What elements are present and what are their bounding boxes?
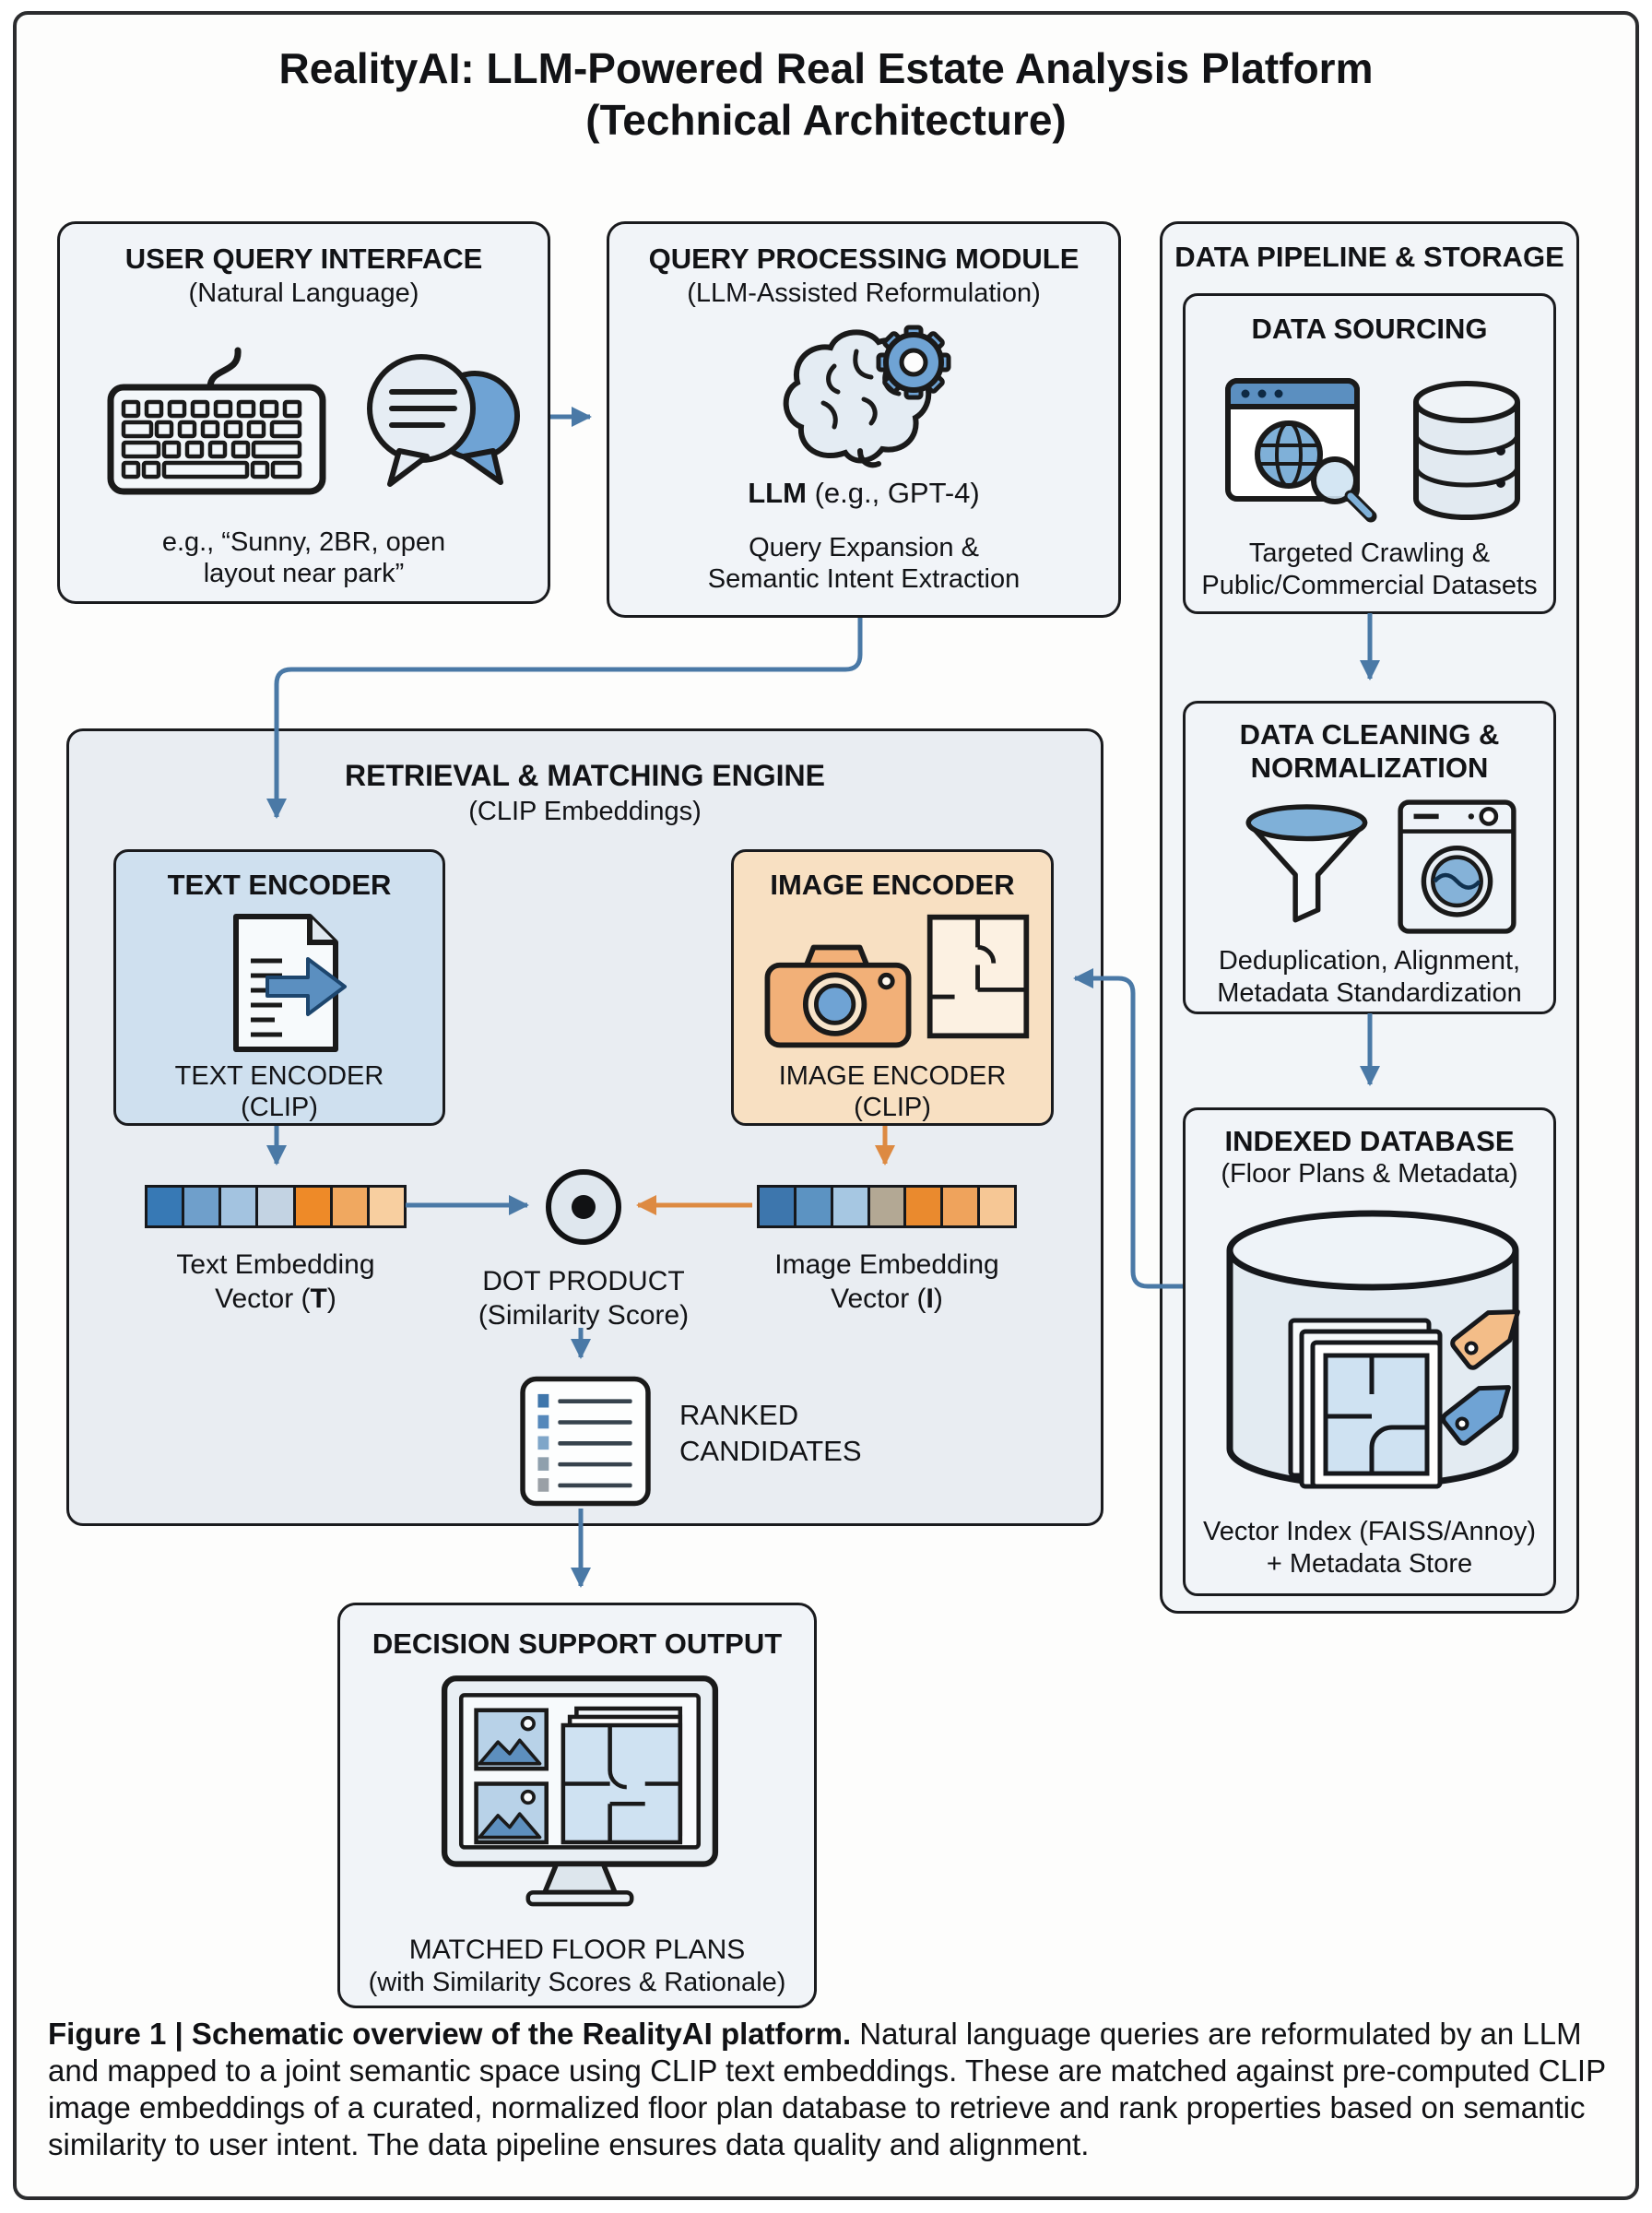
- qpm-desc-line1: Query Expansion &: [749, 533, 979, 562]
- brain-gear-icon: [768, 314, 966, 471]
- decision-desc-line1: MATCHED FLOOR PLANS: [408, 1935, 746, 1965]
- vector-cell: [148, 1188, 182, 1225]
- diagram-title-line2: (Technical Architecture): [585, 96, 1067, 144]
- text-embedding-label: [128, 1248, 423, 1316]
- vector-cell: [796, 1188, 831, 1225]
- user-query-example-line1: e.g., “Sunny, 2BR, open: [161, 527, 446, 557]
- cleaning-desc-line2: Metadata Standardization: [1217, 978, 1522, 1008]
- decision-output-title: DECISION SUPPORT OUTPUT: [372, 1627, 783, 1660]
- image-encoder-box: [731, 849, 1054, 1126]
- ranked-candidates-label: [679, 1397, 862, 1469]
- image-encoder-caption-line1: IMAGE ENCODER: [778, 1061, 1007, 1091]
- indexed-desc-line1: Vector Index (FAISS/Annoy): [1202, 1517, 1537, 1546]
- camera-icon: [760, 935, 916, 1055]
- data-pipeline-box: [1160, 221, 1579, 1614]
- user-query-box: [57, 221, 550, 604]
- llm-line: [609, 477, 1118, 510]
- figure-caption: [48, 2016, 1608, 2163]
- dot-product-label-line1: DOT PRODUCT: [482, 1266, 685, 1296]
- web-crawl-icon: [1221, 370, 1382, 527]
- decision-output-box: [337, 1603, 817, 2008]
- data-cleaning-title-line1: DATA CLEANING &: [1239, 718, 1500, 751]
- vector-cell: [221, 1188, 255, 1225]
- vector-cell: [296, 1188, 330, 1225]
- retrieval-subtitle: (CLIP Embeddings): [468, 797, 702, 826]
- vector-cell: [184, 1188, 218, 1225]
- vector-cell: [906, 1188, 940, 1225]
- vector-cell: [333, 1188, 367, 1225]
- keyboard-icon: [101, 339, 332, 501]
- retrieval-engine-box: [66, 728, 1103, 1526]
- vector-cell: [760, 1188, 794, 1225]
- sourcing-desc-line2: Public/Commercial Datasets: [1201, 571, 1538, 600]
- ranked-label-line2: CANDIDATES: [679, 1435, 862, 1467]
- qpm-desc-line2: Semantic Intent Extraction: [707, 564, 1021, 594]
- user-query-title: USER QUERY INTERFACE: [124, 243, 483, 275]
- ranked-candidates-icon: [515, 1374, 655, 1509]
- chat-bubbles-icon: [355, 342, 530, 499]
- vector-cell: [370, 1188, 404, 1225]
- indexed-database-box: [1183, 1107, 1556, 1596]
- diagram-title: [0, 42, 1652, 146]
- image-embedding-label-line2: Vector (I): [831, 1284, 943, 1314]
- text-encoder-caption-line1: TEXT ENCODER: [174, 1061, 384, 1091]
- vector-cell: [870, 1188, 904, 1225]
- indexed-database-subtitle: (Floor Plans & Metadata): [1221, 1159, 1518, 1189]
- query-processing-title: QUERY PROCESSING MODULE: [648, 243, 1080, 275]
- text-encoder-box: [113, 849, 445, 1126]
- indexed-database-title: INDEXED DATABASE: [1224, 1125, 1515, 1157]
- user-query-example-line2: layout near park”: [203, 559, 405, 588]
- vector-cell: [833, 1188, 867, 1225]
- data-cleaning-box: [1183, 701, 1556, 1014]
- dot-product-label: [427, 1264, 740, 1332]
- llm-detail: (e.g., GPT-4): [806, 477, 980, 509]
- data-sourcing-title: DATA SOURCING: [1251, 313, 1488, 345]
- database-cylinder-icon: [1213, 1202, 1531, 1507]
- document-arrow-icon: [210, 909, 362, 1057]
- sourcing-desc-line1: Targeted Crawling &: [1248, 538, 1491, 568]
- dot-product-label-line2: (Similarity Score): [478, 1300, 690, 1331]
- indexed-desc-line2: + Metadata Store: [1266, 1549, 1473, 1579]
- vector-cell: [258, 1188, 292, 1225]
- image-embedding-vector: [757, 1185, 1017, 1228]
- decision-desc-line2: (with Similarity Scores & Rationale): [368, 1968, 786, 1997]
- text-embedding-label-line1: Text Embedding: [176, 1249, 375, 1280]
- user-query-subtitle: (Natural Language): [188, 278, 419, 308]
- database-icon: [1405, 374, 1529, 527]
- image-embedding-label-line1: Image Embedding: [774, 1249, 999, 1280]
- ranked-label-line1: RANKED: [679, 1399, 799, 1431]
- data-pipeline-title: DATA PIPELINE & STORAGE: [1174, 241, 1564, 273]
- dot-product-icon: [543, 1166, 624, 1248]
- image-encoder-caption-line2: (CLIP): [854, 1093, 931, 1122]
- monitor-icon: [428, 1672, 732, 1923]
- vector-cell: [943, 1188, 977, 1225]
- vector-cell: [980, 1188, 1014, 1225]
- funnel-icon: [1230, 798, 1382, 936]
- washing-machine-icon: [1390, 794, 1524, 940]
- text-encoder-caption-line2: (CLIP): [241, 1093, 318, 1122]
- image-encoder-title: IMAGE ENCODER: [770, 869, 1015, 901]
- diagram-title-line1: RealityAI: LLM-Powered Real Estate Analysis Platform: [278, 44, 1374, 92]
- data-cleaning-title-line2: NORMALIZATION: [1250, 751, 1489, 784]
- query-processing-box: [607, 221, 1121, 618]
- image-embedding-label: [739, 1248, 1034, 1316]
- llm-label: LLM: [748, 477, 807, 509]
- data-sourcing-box: [1183, 293, 1556, 614]
- figure-caption-bold: Figure 1 | Schematic overview of the RealityAI platform.: [48, 2017, 852, 2051]
- text-embedding-vector: [145, 1185, 407, 1228]
- figure-caption-text: Natural language queries are reformulated by an LLM and mapped to a joint semantic space using CLIP text embeddings. These are matched against pre-computed CLIP image embeddings of a curated, normalized floor plan database to retrieve and rank properties based on semantic similarity to user intent. The data pipeline ensures data quality and alignment.: [48, 2017, 1606, 2161]
- query-processing-subtitle: (LLM-Assisted Reformulation): [687, 278, 1041, 308]
- cleaning-desc-line1: Deduplication, Alignment,: [1218, 946, 1521, 976]
- floor-plan-icon: [923, 907, 1033, 1046]
- retrieval-title: RETRIEVAL & MATCHING ENGINE: [345, 759, 825, 792]
- text-encoder-title: TEXT ENCODER: [167, 869, 392, 901]
- text-embedding-label-line2: Vector (T): [215, 1284, 336, 1314]
